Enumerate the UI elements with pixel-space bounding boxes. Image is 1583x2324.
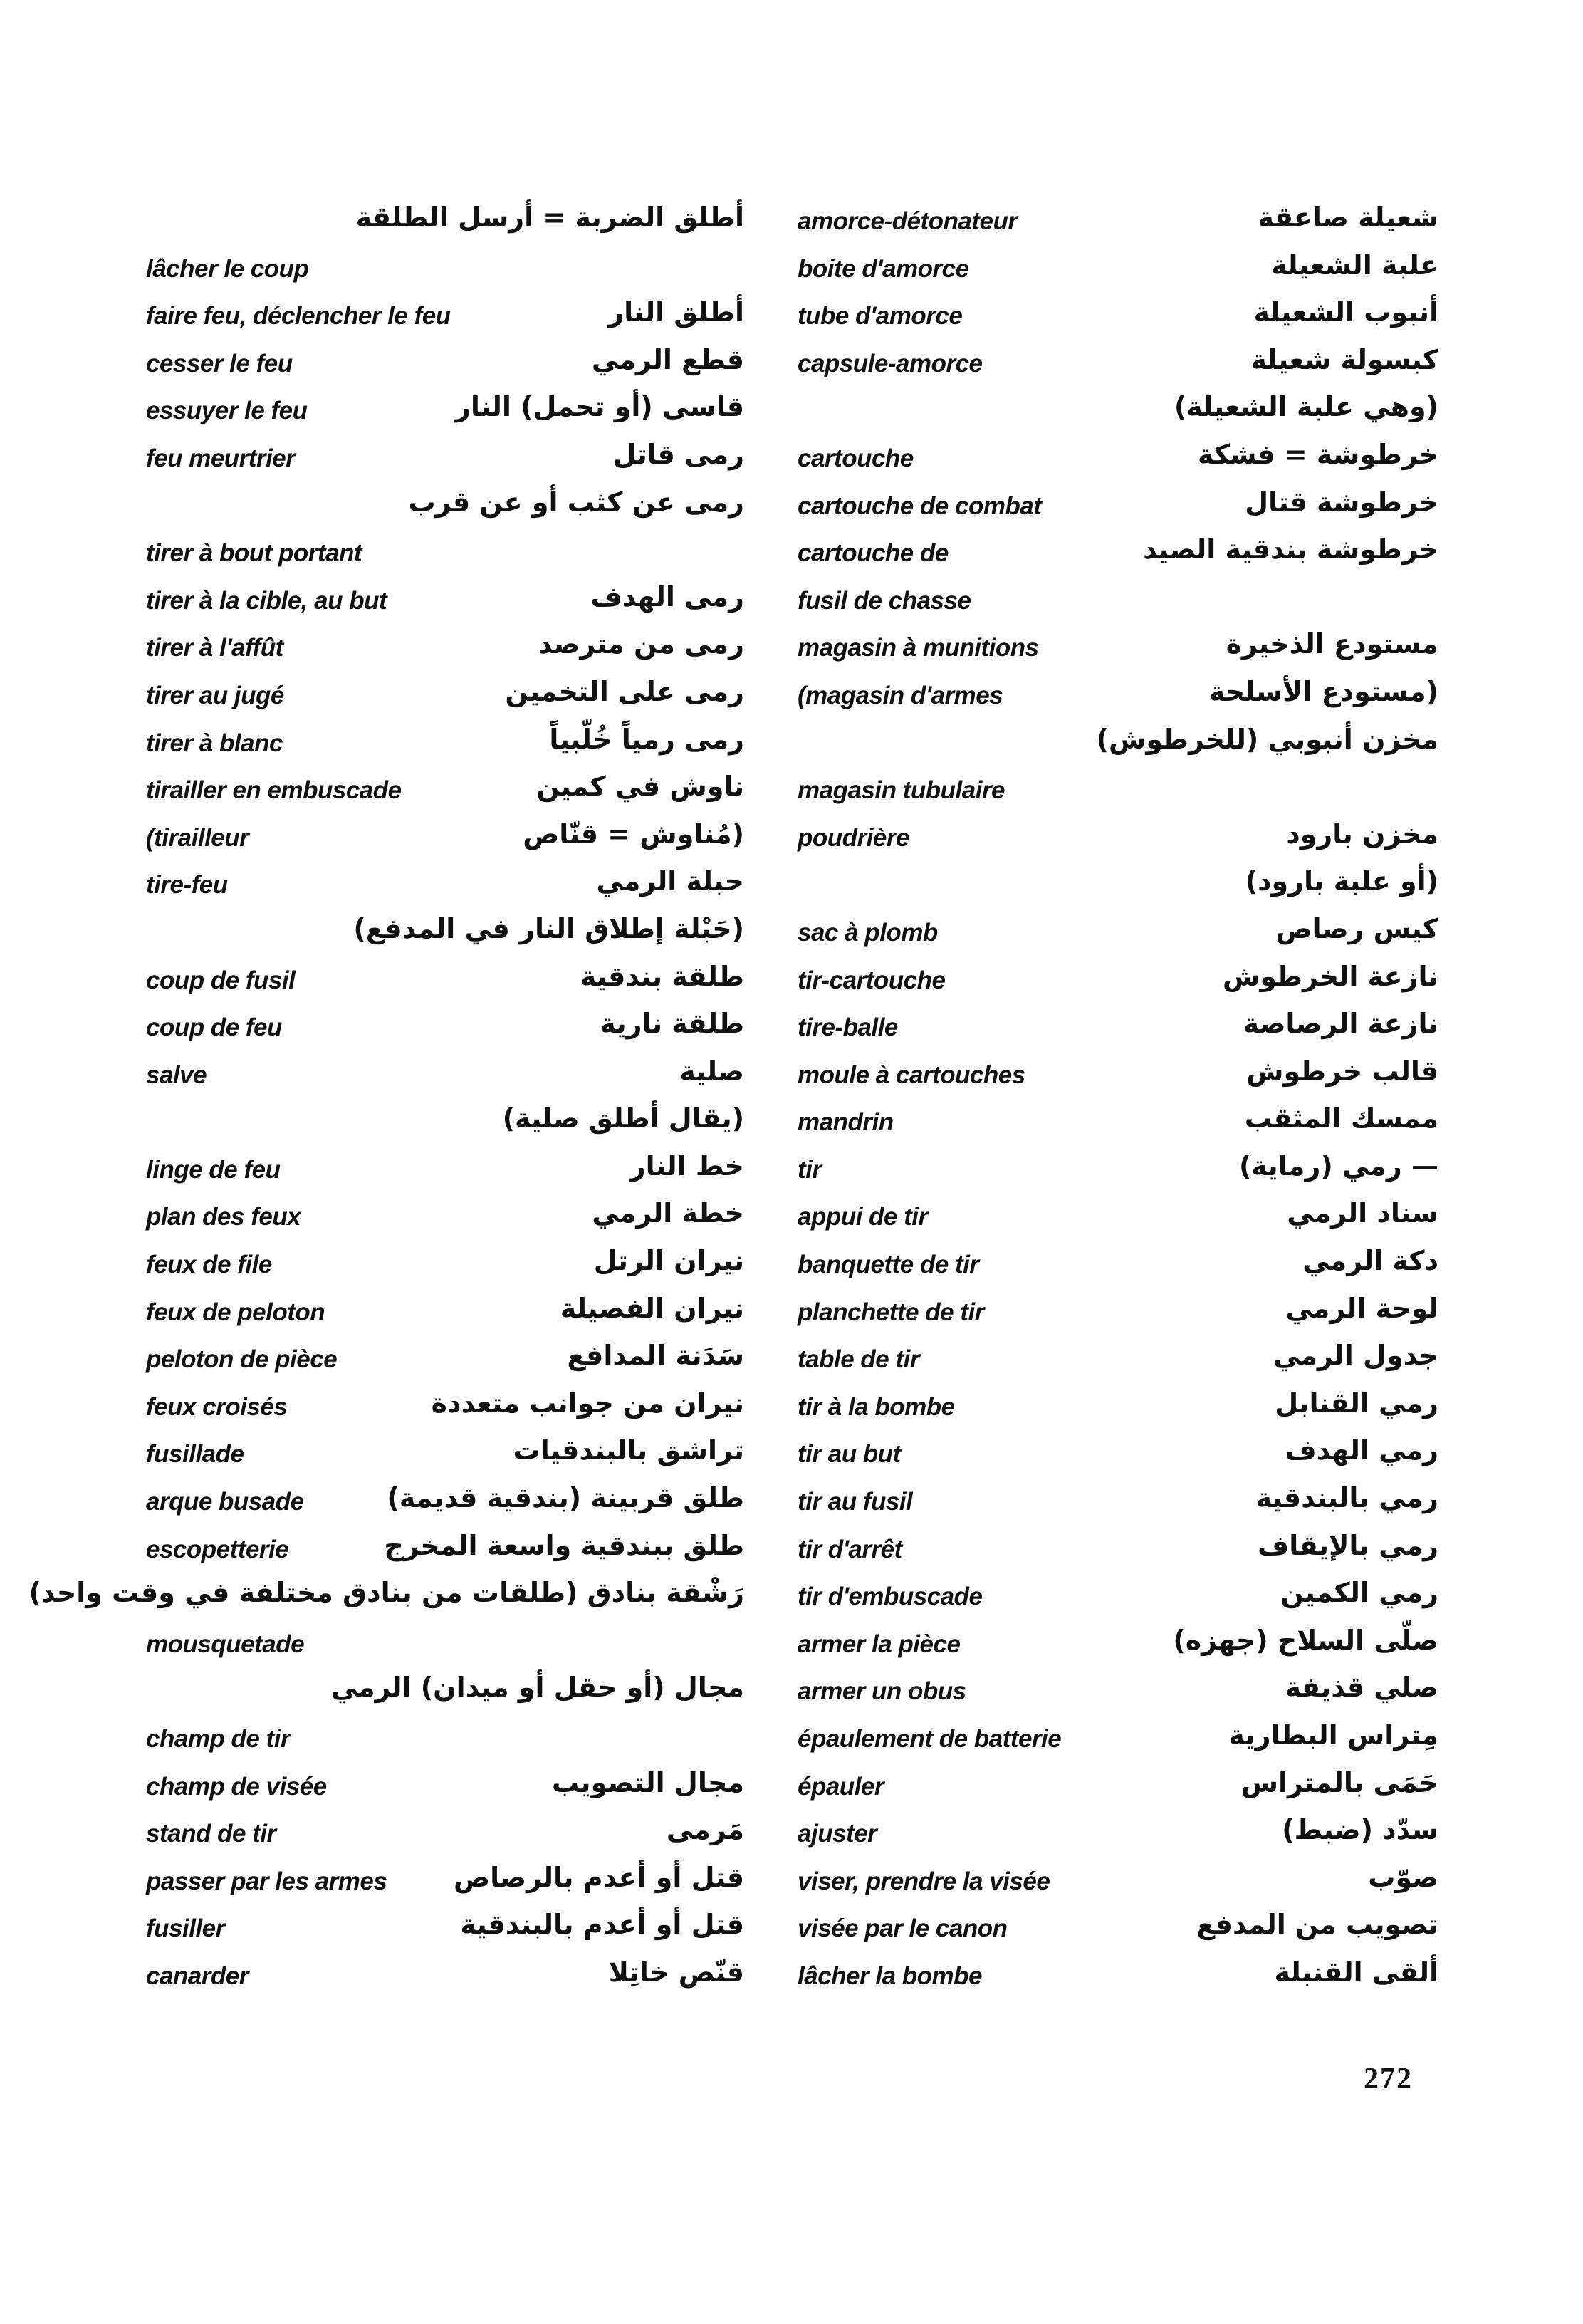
entry-row: [798, 439, 1438, 486]
arabic-term: قطع الرمي: [592, 343, 744, 375]
french-term: faire feu, déclencher le feu: [146, 302, 451, 330]
french-term: appui de tir: [798, 1203, 928, 1231]
entry-row: [798, 1672, 1438, 1719]
entry-row: [146, 1434, 744, 1482]
arabic-term: مخزن بارود: [1286, 818, 1438, 850]
french-term: arque busade: [146, 1488, 304, 1516]
arabic-term: (يقال أطلق صلية): [502, 1103, 744, 1135]
arabic-term: قالب خرطوش: [1246, 1055, 1438, 1087]
french-term: tirer à la cible, au but: [146, 586, 387, 615]
french-term: passer par les armes: [146, 1867, 387, 1895]
entry-row: [28, 1577, 744, 1625]
entry-row: [798, 724, 1438, 771]
arabic-term: قاسى (أو تحمل) النار: [454, 391, 744, 423]
french-term: boite d'amorce: [798, 254, 969, 283]
arabic-term: قنّص خاتِلا: [608, 1956, 744, 1988]
arabic-term: خط النار: [629, 1150, 744, 1182]
entry-row: [798, 1197, 1438, 1245]
french-term: tir: [798, 1155, 822, 1184]
arabic-term: أطلق الضربة = أرسل الطلقة: [355, 202, 744, 233]
french-term: poudrière: [798, 823, 909, 852]
french-term: magasin tubulaire: [798, 776, 1005, 805]
french-term: (magasin d'armes: [798, 681, 1003, 709]
french-term: tir-cartouche: [798, 966, 946, 994]
arabic-term: رمي بالبندقية: [1255, 1482, 1438, 1514]
french-term: cesser le feu: [146, 349, 293, 377]
entry-row: [146, 1008, 744, 1056]
french-term: tire-balle: [798, 1014, 898, 1042]
french-term: stand de tir: [146, 1820, 276, 1848]
entry-row: [798, 1434, 1438, 1482]
arabic-term: (وهي علبة الشعيلة): [1174, 391, 1438, 423]
entry-row: [146, 1909, 744, 1956]
french-term: feux de peloton: [146, 1298, 325, 1326]
entry-row: [798, 1625, 1438, 1672]
arabic-term: مخزن أنبوبي (للخرطوش): [1096, 723, 1438, 755]
french-term: tir d'arrêt: [798, 1535, 902, 1563]
arabic-term: نيران الرتل: [593, 1245, 744, 1277]
entry-row: [146, 391, 744, 439]
french-term: essuyer le feu: [146, 397, 308, 425]
entry-row: [798, 1150, 1438, 1198]
french-term: feux de file: [146, 1251, 272, 1279]
entry-row: [146, 771, 744, 818]
entry-row: [798, 1482, 1438, 1530]
french-term: moule à cartouches: [798, 1061, 1025, 1089]
arabic-term: طلق ببندقية واسعة المخرج: [384, 1529, 744, 1561]
entry-row: [146, 865, 744, 913]
french-term: mousquetade: [146, 1630, 305, 1658]
arabic-term: — رمي (رماية): [1238, 1150, 1438, 1182]
entry-row: [146, 1056, 744, 1103]
french-term: sac à plomb: [798, 918, 938, 947]
arabic-term: قتل أو أعدم بالرصاص: [454, 1861, 744, 1893]
entry-row: [798, 1956, 1438, 2004]
french-term: tirer à l'affût: [146, 634, 283, 662]
entry-row: [146, 1150, 744, 1198]
french-term: tir au but: [798, 1440, 901, 1469]
arabic-term: رمى قاتل: [612, 438, 744, 470]
french-term: peloton de pièce: [146, 1345, 338, 1374]
entry-row: [146, 344, 744, 392]
arabic-term: ألقى القنبلة: [1274, 1956, 1438, 1988]
arabic-term: رمى رمياً خُلّبياً: [549, 723, 744, 755]
entry-row: [798, 202, 1438, 249]
entry-row: [146, 1197, 744, 1245]
arabic-term: رمى من مترصد: [538, 628, 744, 660]
french-term: magasin à munitions: [798, 634, 1039, 662]
entry-row: [798, 533, 1438, 581]
arabic-term: رمي بالإيقاف: [1258, 1529, 1438, 1561]
french-term: coup de fusil: [146, 966, 296, 994]
arabic-term: مِتراس البطارية: [1228, 1719, 1438, 1751]
entry-row: [146, 581, 744, 629]
arabic-term: صلّى السلاح (جهزه): [1173, 1624, 1438, 1656]
arabic-term: (مستودع الأسلحة: [1208, 675, 1438, 707]
french-term: épaulement de batterie: [798, 1725, 1062, 1753]
arabic-term: (أو علبة بارود): [1245, 865, 1438, 897]
arabic-term: نازعة الخرطوش: [1222, 960, 1438, 992]
french-term: champ de visée: [146, 1772, 327, 1801]
arabic-term: ممسك المثقب: [1244, 1103, 1438, 1135]
french-term: armer la pièce: [798, 1630, 961, 1658]
french-term: tire-feu: [146, 871, 228, 900]
entry-row: [798, 1577, 1438, 1625]
entry-row: [798, 1909, 1438, 1956]
entry-row: [798, 961, 1438, 1009]
entry-row: [146, 533, 744, 581]
french-term: canarder: [146, 1961, 249, 1990]
arabic-term: صلي قذيفة: [1285, 1672, 1438, 1704]
arabic-term: خطة الرمي: [592, 1197, 744, 1229]
entry-row: [146, 1293, 744, 1340]
entry-row: [798, 1340, 1438, 1387]
arabic-term: رمى الهدف: [590, 580, 744, 613]
french-term: planchette de tir: [798, 1298, 984, 1326]
entry-row: [146, 1862, 744, 1909]
french-term: (tirailleur: [146, 823, 249, 852]
entry-row: [146, 1340, 744, 1387]
entry-row: [146, 1482, 744, 1530]
french-term: feux croisés: [146, 1392, 288, 1421]
french-term: salve: [146, 1061, 207, 1089]
arabic-term: نازعة الرصاصة: [1243, 1008, 1438, 1040]
arabic-term: دكة الرمي: [1302, 1245, 1438, 1277]
arabic-term: مَرمى: [666, 1814, 744, 1846]
entry-row: [798, 865, 1438, 913]
arabic-term: ناوش في كمين: [536, 771, 744, 803]
french-term: tir d'embuscade: [798, 1583, 983, 1611]
arabic-term: سناد الرمي: [1287, 1197, 1438, 1229]
entry-row: [798, 771, 1438, 818]
entry-row: [798, 391, 1438, 439]
french-term: tirailler en embuscade: [146, 776, 402, 805]
arabic-term: طلق قربينة (بندقية قديمة): [387, 1482, 744, 1514]
arabic-term: رمى على التخمين: [505, 675, 744, 707]
entry-row: [798, 1293, 1438, 1340]
french-term: amorce-détonateur: [798, 207, 1018, 235]
right-column: [798, 202, 1438, 2004]
entry-row: [798, 1056, 1438, 1103]
entry-row: [146, 1719, 744, 1767]
french-term: fusillade: [146, 1440, 244, 1469]
arabic-term: جدول الرمي: [1273, 1340, 1438, 1372]
entry-row: [146, 1245, 744, 1293]
arabic-term: طلقة بندقية: [580, 960, 744, 992]
french-term: linge de feu: [146, 1155, 281, 1184]
entry-row: [798, 1530, 1438, 1578]
arabic-term: صلية: [679, 1055, 744, 1087]
french-term: viser, prendre la visée: [798, 1867, 1050, 1895]
entry-row: [798, 1387, 1438, 1435]
arabic-term: (مُناوش = قنّاص: [523, 818, 744, 850]
entry-row: [146, 818, 744, 866]
french-term: tube d'amorce: [798, 302, 963, 330]
arabic-term: (حَبْلة إطلاق النار في المدفع): [353, 912, 744, 944]
arabic-term: سدّد (ضبط): [1282, 1814, 1438, 1846]
entry-row: [798, 1814, 1438, 1862]
arabic-term: رمي الهدف: [1285, 1434, 1438, 1466]
entry-row: [146, 1956, 744, 2004]
arabic-term: خرطوشة بندقية الصيد: [1143, 533, 1438, 566]
french-term: escopetterie: [146, 1535, 289, 1563]
arabic-term: سَدَنة المدافع: [567, 1340, 744, 1372]
entry-row: [798, 581, 1438, 629]
french-term: tirer à blanc: [146, 729, 283, 757]
french-term: mandrin: [798, 1108, 894, 1137]
french-term: fusiller: [146, 1914, 225, 1943]
arabic-term: تصويب من المدفع: [1196, 1909, 1438, 1941]
entry-row: [798, 344, 1438, 392]
left-column: [28, 202, 744, 2004]
arabic-term: نيران من جوانب متعددة: [431, 1387, 744, 1419]
french-term: épauler: [798, 1772, 884, 1801]
entry-row: [798, 1245, 1438, 1293]
arabic-term: شعيلة صاعقة: [1258, 202, 1438, 233]
french-term: lâcher la bombe: [798, 1961, 982, 1990]
arabic-term: رمي القنابل: [1275, 1387, 1438, 1419]
arabic-term: تراشق بالبندقيات: [513, 1434, 744, 1466]
arabic-term: طلقة نارية: [600, 1008, 744, 1040]
entry-row: [146, 1767, 744, 1815]
entry-row: [798, 249, 1438, 297]
arabic-term: خرطوشة = فشكة: [1197, 438, 1438, 470]
entry-row: [798, 1719, 1438, 1767]
entry-row: [146, 724, 744, 771]
arabic-term: رمى عن كثب أو عن قرب: [408, 486, 744, 518]
french-term: cartouche: [798, 444, 914, 472]
arabic-term: قتل أو أعدم بالبندقية: [460, 1909, 744, 1941]
french-term: tirer à bout portant: [146, 539, 362, 568]
arabic-term: صوّب: [1368, 1861, 1438, 1893]
entry-row: [146, 439, 744, 486]
entry-row: [146, 1625, 744, 1672]
arabic-term: كيس رصاص: [1275, 912, 1438, 944]
french-term: fusil de chasse: [798, 586, 971, 615]
entry-row: [146, 1103, 744, 1150]
entry-row: [146, 676, 744, 724]
entry-row: [146, 628, 744, 676]
arabic-term: علبة الشعيلة: [1271, 249, 1438, 281]
arabic-term: كبسولة شعيلة: [1250, 343, 1438, 375]
entry-row: [798, 1008, 1438, 1056]
french-term: champ de tir: [146, 1725, 291, 1753]
french-term: cartouche de combat: [798, 491, 1042, 520]
french-term: visée par le canon: [798, 1914, 1008, 1943]
entry-row: [798, 818, 1438, 866]
french-term: tirer au jugé: [146, 681, 284, 709]
french-term: coup de feu: [146, 1014, 282, 1042]
entry-row: [146, 1530, 744, 1578]
french-term: tir à la bombe: [798, 1392, 955, 1421]
entry-row: [146, 1387, 744, 1435]
french-term: feu meurtrier: [146, 444, 296, 472]
entry-row: [146, 913, 744, 961]
french-term: armer un obus: [798, 1677, 966, 1706]
arabic-term: مستودع الذخيرة: [1226, 628, 1438, 660]
entry-row: [146, 296, 744, 344]
entry-row: [798, 1862, 1438, 1909]
entry-row: [798, 1103, 1438, 1150]
french-term: banquette de tir: [798, 1251, 979, 1279]
entry-row: [146, 486, 744, 534]
arabic-term: حبلة الرمي: [596, 865, 744, 897]
entry-row: [798, 628, 1438, 676]
entry-row: [146, 1672, 744, 1719]
page-number: 272: [1364, 2063, 1413, 2095]
french-term: table de tir: [798, 1345, 919, 1374]
french-term: ajuster: [798, 1820, 877, 1848]
entry-row: [798, 486, 1438, 534]
entry-row: [798, 1767, 1438, 1815]
arabic-term: أطلق النار: [608, 296, 744, 328]
arabic-term: مجال (أو حقل أو ميدان) الرمي: [330, 1672, 744, 1704]
arabic-term: مجال التصويب: [552, 1766, 744, 1798]
french-term: capsule-amorce: [798, 349, 983, 377]
french-term: tir au fusil: [798, 1488, 913, 1516]
arabic-term: رمي الكمين: [1280, 1577, 1438, 1609]
entry-row: [798, 913, 1438, 961]
arabic-term: نيران الفصيلة: [560, 1292, 744, 1324]
french-term: lâcher le coup: [146, 254, 309, 283]
entry-row: [798, 676, 1438, 724]
entry-row: [146, 961, 744, 1009]
french-term: plan des feux: [146, 1203, 301, 1231]
arabic-term: لوحة الرمي: [1285, 1292, 1438, 1324]
entry-row: [146, 1814, 744, 1862]
entry-row: [146, 249, 744, 297]
entry-row: [146, 202, 744, 249]
arabic-term: أنبوب الشعيلة: [1253, 296, 1438, 328]
arabic-term: رَشْقة بنادق (طلقات من بنادق مختلفة في وقت واحد): [28, 1577, 744, 1609]
french-term: cartouche de: [798, 539, 949, 568]
arabic-term: خرطوشة قتال: [1245, 486, 1438, 518]
arabic-term: حَمَى بالمتراس: [1240, 1766, 1438, 1798]
entry-row: [798, 296, 1438, 344]
